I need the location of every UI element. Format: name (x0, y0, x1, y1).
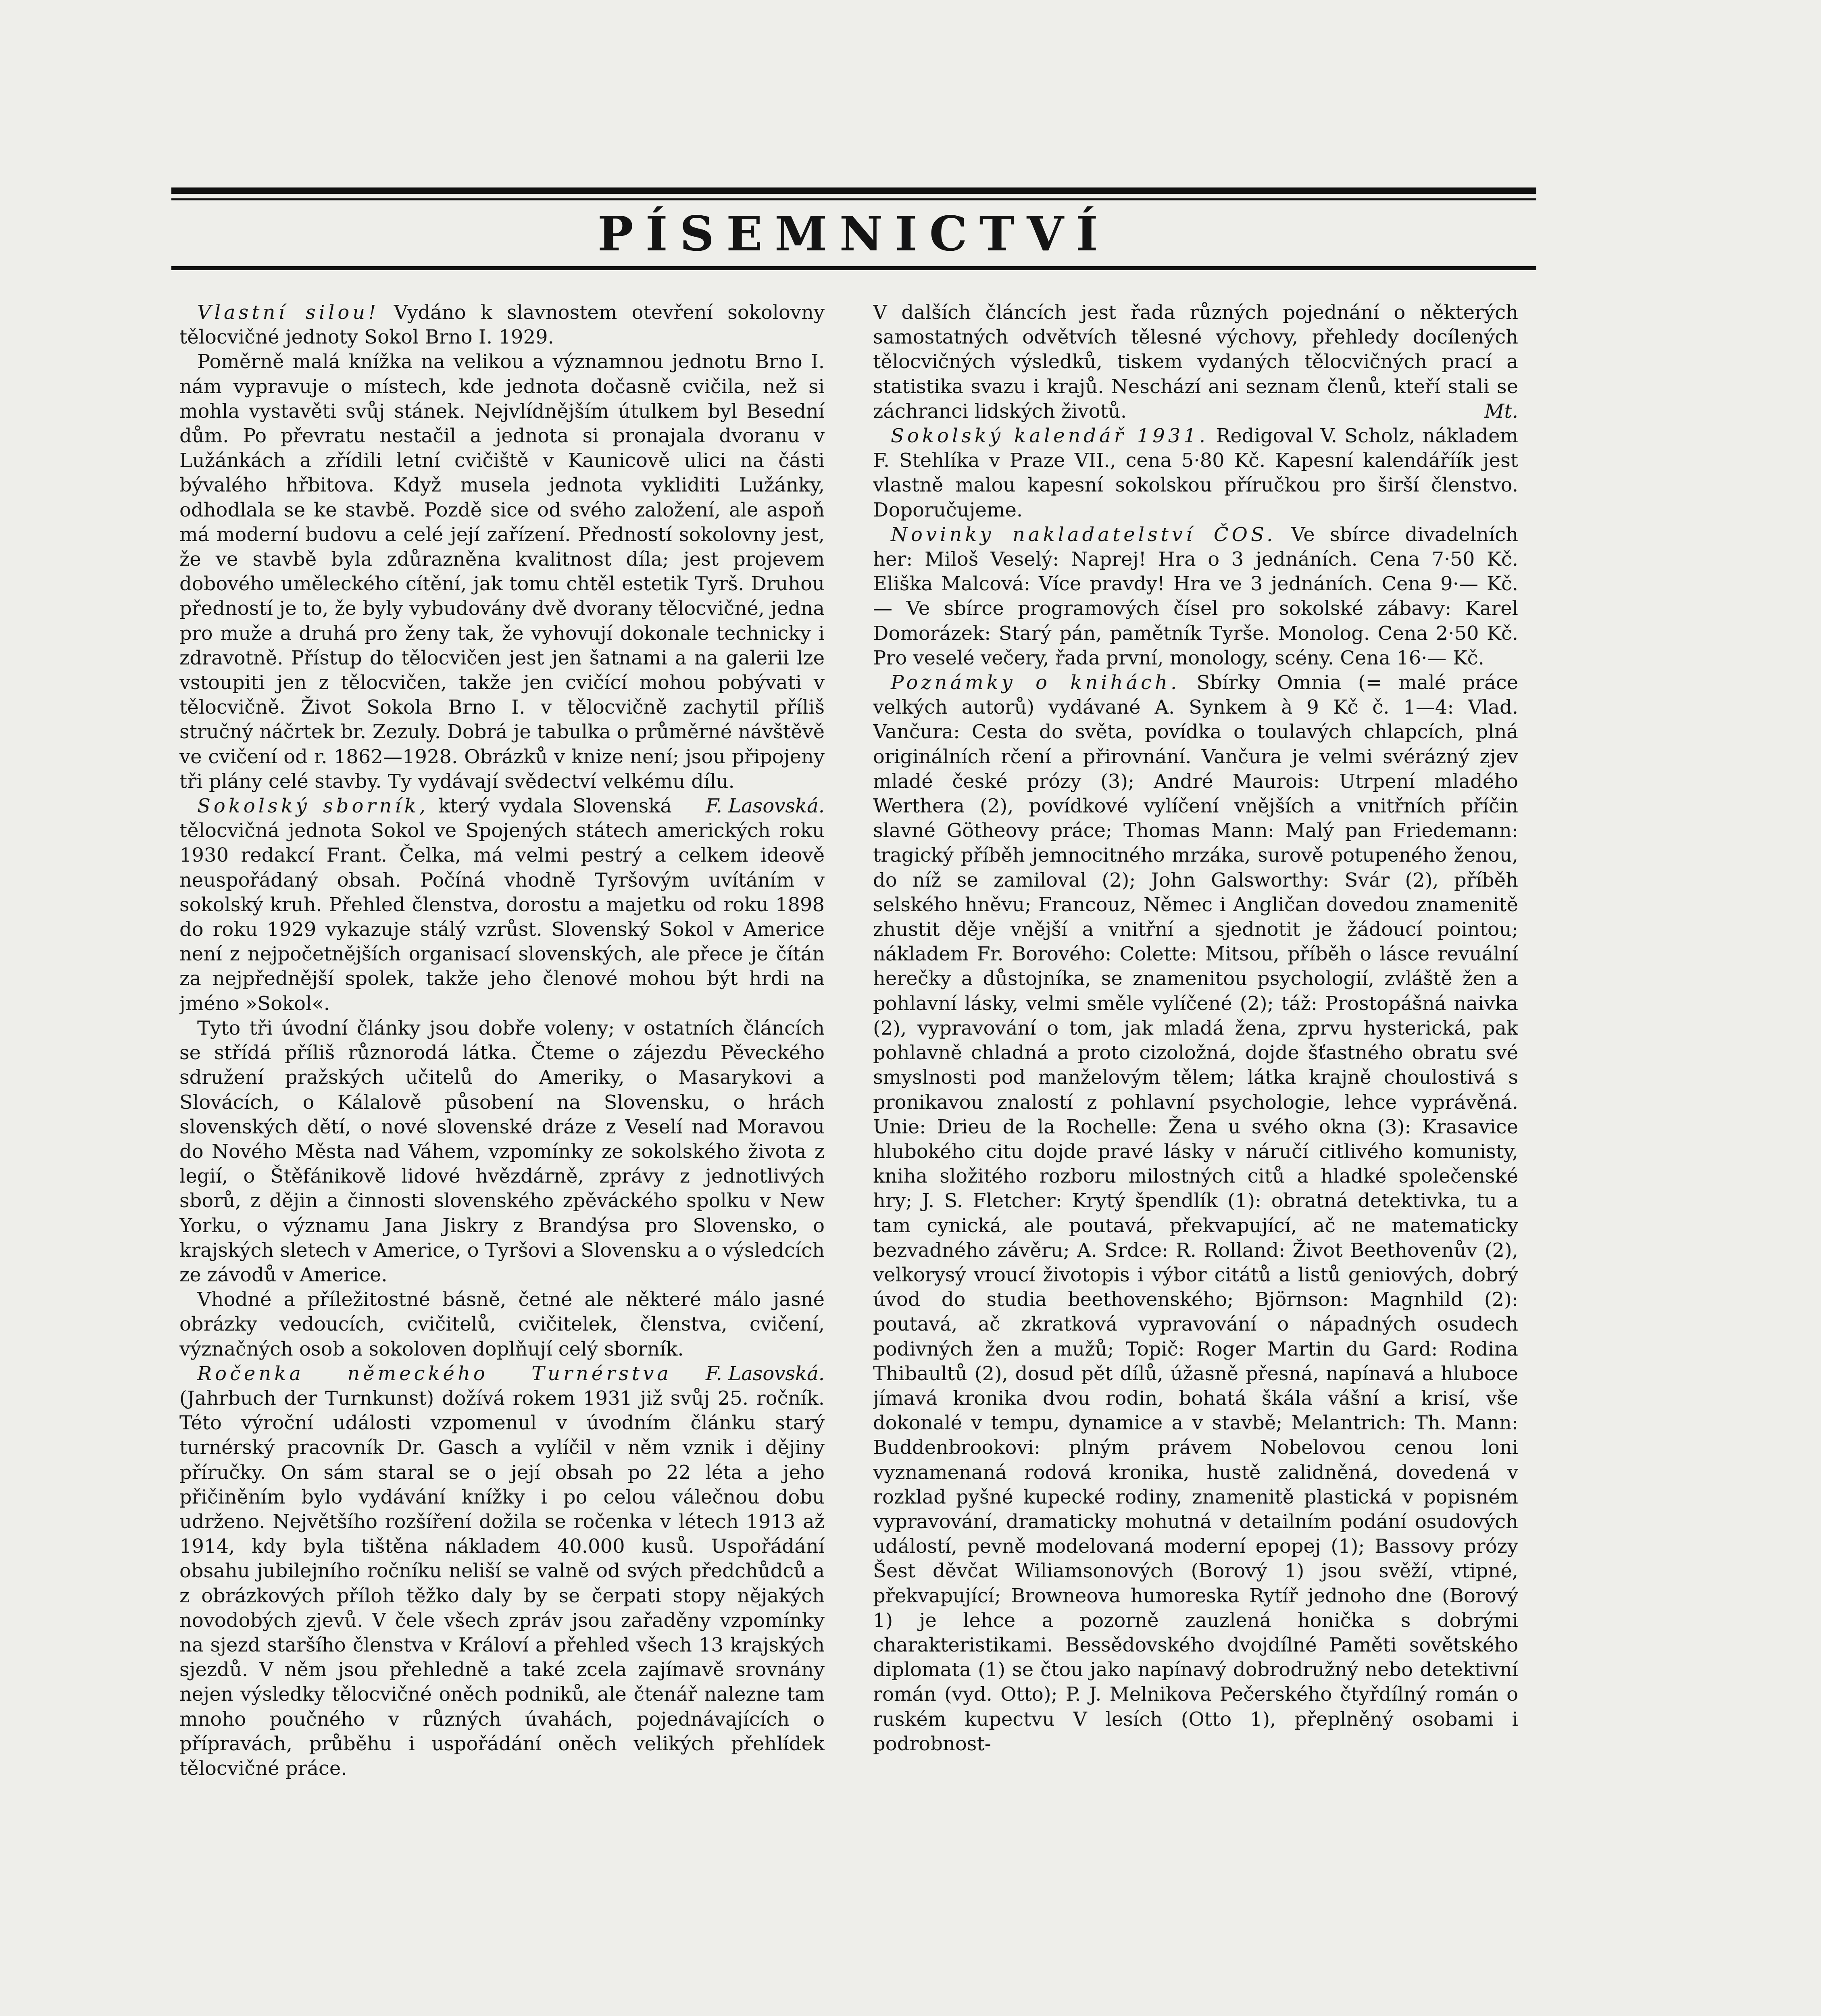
article-text: který vydala Slovenská tělocvičná jednota Sokol ve Spojených státech amerických roku 1930 redakcí Frant. Čelka, má velmi pestrý a celkem ideově neuspořádaný obsah. Počíná vhodně Tyršovým uvítáním v sokolský kruh. Přehled členstva, dorostu a majetku od roku 1898 do roku 1929 vykazuje stálý vzrůst. Slovenský Sokol v Americe není z nejpočetnějších organisací slovenských, ale přece je čítán za nejpřednější spolek, takže jeho členové mohou být hrdi na jméno »Sokol«. (179, 795, 825, 1015)
right-column (873, 300, 1518, 2016)
article-text: (Jahrbuch der Turnkunst) dožívá rokem 1931 již svůj 25. ročník. Této výroční události vzpomenul v úvodním článku starý turnérský pracovník Dr. Gasch a vylíčil v něm vznik i dějiny příručky. On sám staral se o její obsah po 22 léta a jeho přičiněním bylo vydávání knížky i po celou válečnou dobu udrženo. Největšího rozšíření dožila se ročenka v létech 1913 až 1914, kdy byla tištěna nákladem 40.000 kusů. Uspořádání obsahu jubilejního ročníku neliší se valně od svých předchůdců a z obrázkových příloh těžko daly by se čerpati stopy nějakých novodobých zjevů. V čele všech zpráv jsou zařaděny vzpomínky na sjezd staršího členstva v Královí a přehled všech 13 krajských sjezdů. V něm jsou přehledně a také zcela zajímavě srovnány nejen výsledky tělocvičné oněch podniků, ale čtenář nalezne tam mnoho poučného v různých úvahách, pojednávajících o přípravách, průběhu i uspořádání oněch velikých přehlídek tělocvičné práce. (179, 1387, 825, 1780)
article-text: Tyto tři úvodní články jsou dobře voleny; v ostatních článcích se střídá příliš různorodá látka. Čteme o zájezdu Pěveckého sdružení pražských učitelů do Ameriky, o Masarykovi a Slovácích, o Kálalově působení na Slovensku, o hrách slovenských dětí, o nové slovenské dráze z Veselí nad Moravou do Nového Města nad Váhem, vzpomínky ze sokolského života z legií, o Štěfánikově lidové hvězdárně, zprávy z jednotlivých sborů, z dějin a činnosti slovenského zpěváckého spolku v New Yorku, o významu Jana Jiskry z Brandýsa pro Slovensko, o krajských sletech v Americe, o Tyršovi a Slovensku a o výsledcích ze závodů v Americe. (179, 1016, 825, 1286)
article-title: Sokolský kalendář 1931. (891, 425, 1209, 448)
article-paragraph (873, 523, 1518, 671)
article-text: Poměrně malá knížka na velikou a významnou jednotu Brno I. nám vypravuje o místech, kde jednota dočasně cvičila, než si mohla vystavěti svůj stánek. Nejvlídnějším útulkem byl Besední dům. Po převratu nestačil a jednota si pronajala dvoranu v Lužánkách a zřídili letní cvičiště v Kaunicově ulici na části bývalého hřbitova. Když musela jednota vykliditi Lužánky, odhodlala se ke stavbě. Pozdě sice od svého založení, ale aspoň má moderní budovu a celé její zařízení. Předností sokolovny jest, že ve stavbě byla zdůrazněna kvalitnost díla; jest projevem dobového uměleckého cítění, jak tomu chtěl estetik Tyrš. Druhou předností je to, že byly vybudovány dvě dvorany tělocvičné, jedna pro muže a druhá pro ženy tak, že vyhovují dokonale technicky i zdravotně. Přístup do tělocvičen jest jen šatnami a na galerii lze vstoupiti jen z tělocvičen, takže jen cvičící mohou pobývati v tělocvičně. Život Sokola Brno I. v tělocvičně zachytil příliš stručný náčrtek br. Zezuly. Dobrá je tabulka o průměrné návštěvě ve cvičení od r. 1862—1928. Obrázků v knize není; jsou připojeny tři plány celé stavby. Ty vydávají svědectví velkému dílu. (179, 350, 825, 793)
header-rule-thick (171, 187, 1536, 194)
article-paragraph (179, 1016, 825, 1287)
article-paragraph (873, 671, 1518, 1756)
article-title: Sokolský sborník, (197, 795, 429, 818)
article-text: Vydáno k slavnostem otevření sokolovny tělocvičné jednoty Sokol Brno I. 1929. (179, 301, 825, 349)
author-signature: Mt. (1484, 400, 1518, 423)
article-text: Ve sbírce divadelních her: Miloš Veselý: Naprej! Hra o 3 jednáních. Cena 7·50 Kč. Eliška Malcová: Více pravdy! Hra ve 3 jednáních. Cena 9·— Kč. — Ve sbírce programových čísel pro sokolské zábavy: Karel Domorázek: Starý pán, pamětník Tyrše. Monolog. Cena 2·50 Kč. Pro veselé večery, řada první, monology, scény. Cena 16·— Kč. (873, 523, 1518, 669)
section-title: PÍSEMNICTVÍ (597, 206, 1111, 262)
article-paragraph (179, 300, 825, 350)
left-column (179, 300, 825, 2016)
article-text: Vhodné a příležitostné básně, četné ale některé málo jasné obrázky vedoucích, cvičitelů, cvičitelek, členstva, cvičení, význačných osob a sokoloven doplňují celý sborník. (179, 1288, 825, 1360)
article-text: Redigoval V. Scholz, nákladem F. Stehlíka v Praze VII., cena 5·80 Kč. Kapesní kalendáříík jest vlastně malou kapesní sokolskou příručkou pro širší členstvo. Doporučujeme. (873, 425, 1518, 521)
header-rule-thin (171, 198, 1536, 200)
article-title: Ročenka německého Turnérstva (197, 1362, 672, 1385)
article-title: Novinky nakladatelství ČOS. (891, 523, 1276, 546)
article-title: Poznámky o knihách. (891, 671, 1180, 694)
article-title: Vlastní silou! (197, 301, 379, 324)
author-signature: F. Lasovská. (705, 795, 825, 818)
article-paragraph (873, 300, 1518, 424)
article-paragraph (873, 424, 1518, 523)
author-signature: F. Lasovská. (705, 1362, 825, 1385)
article-paragraph (179, 794, 825, 1016)
article-text: V dalších článcích jest řada různých pojednání o některých samostatných odvětvích tělesné výchovy, přehledy docílených tělocvičných výsledků, tiskem vydaných tělocvičných prací a statistika svazu i krajů. Neschází ani seznam členů, kteří stali se záchranci lidských životů. (873, 301, 1518, 423)
header-rule-bottom (171, 266, 1536, 270)
article-paragraph (179, 1362, 825, 1781)
article-text: Sbírky Omnia (= malé práce velkých autorů) vydávané A. Synkem à 9 Kč č. 1—4: Vlad. Vančura: Cesta do světa, povídka o toulavých chlapcích, plná originálních rčení a přirovnání. Vančura je velmi svérázný zjev mladé české prózy (3); André Maurois: Utrpení mladého Werthera (2), povídkové vylíčení vnějších a vnitřních příčin slavné Götheovy práce; Thomas Mann: Malý pan Friedemann: tragický příběh jemnocitného mrzáka, surově potupeného ženou, do níž se zamiloval (2); John Galsworthy: Svár (2), příběh selského hněvu; Francouz, Němec i Angličan dovedou znamenitě zhustit děje vnější a vnitřní a sjednotit je žádoucí pointou; nákladem Fr. Borového: Colette: Mitsou, příběh o lásce revuální herečky a důstojníka, se znamenitou psychologií, zvláště žen a pohlavní lásky, velmi směle vylíčené (2); táž: Prostopášná naivka (2), vypravování o tom, jak mladá žena, zprvu hysterická, pak pohlavně chladná a proto cizoložná, dojde šťastného obratu své smyslnosti pod manželovým tělem; látka krajně choulostivá s pronikavou znalostí z pohlavní psychologie, lehce vyprávěná. Unie: Drieu de la Rochelle: Žena u svého okna (3): Krasavice hlubokého citu dojde pravé lásky v náručí citlivého komunisty, kniha složitého rozboru milostných citů a hladké společenské hry; J. S. Fletcher: Krytý špendlík (1): obratná detektivka, tu a tam cynická, ale poutavá, překvapující, ač ne matematicky bezvadného závěru; A. Srdce: R. Rolland: Život Beethovenův (2), velkorysý vroucí životopis i výbor citátů a listů geniových, dobrý úvod do studia beethovenského; Björnson: Magnhild (2): poutavá, ač zkratková vypravování o nápadných osudech podivných žen a mužů; Topič: Roger Martin du Gard: Rodina Thibaultů (2), dosud pět dílů, úžasně přesná, napínavá a hluboce jímavá kronika dvou rodin, bohatá škála vášní a krisí, vše dokonalé v tempu, dynamice a v stavbě; Melantrich: Th. Mann: Buddenbrookovi: plným právem Nobelovou cenou loni vyznamenaná rodová kronika, hustě zalidněná, dovedená v rozklad pyšné kupecké rodiny, znamenitě plastická v popisném vypravování, dramaticky mohutná v detailním podání osudových událostí, pevně modelovaná moderní epopej (1); Bassovy prózy Šest děvčat Wiliamsonových (Borový 1) jsou svěží, vtipné, překvapující; Browneova humoreska Rytíř jednoho dne (Borový 1) je lehce a pozorně zauzlená honička s dobrými charakteristikami. Bessědovského dvojdílné Paměti sovětského diplomata (1) se čtou jako napínavý dobrodružný nebo detektivní román (vyd. Otto); P. J. Melnikova Pečerského čtyřdílný román o ruském kupectvu V lesích (Otto 1), přeplněný osobami i podrobnost- (873, 671, 1518, 1755)
